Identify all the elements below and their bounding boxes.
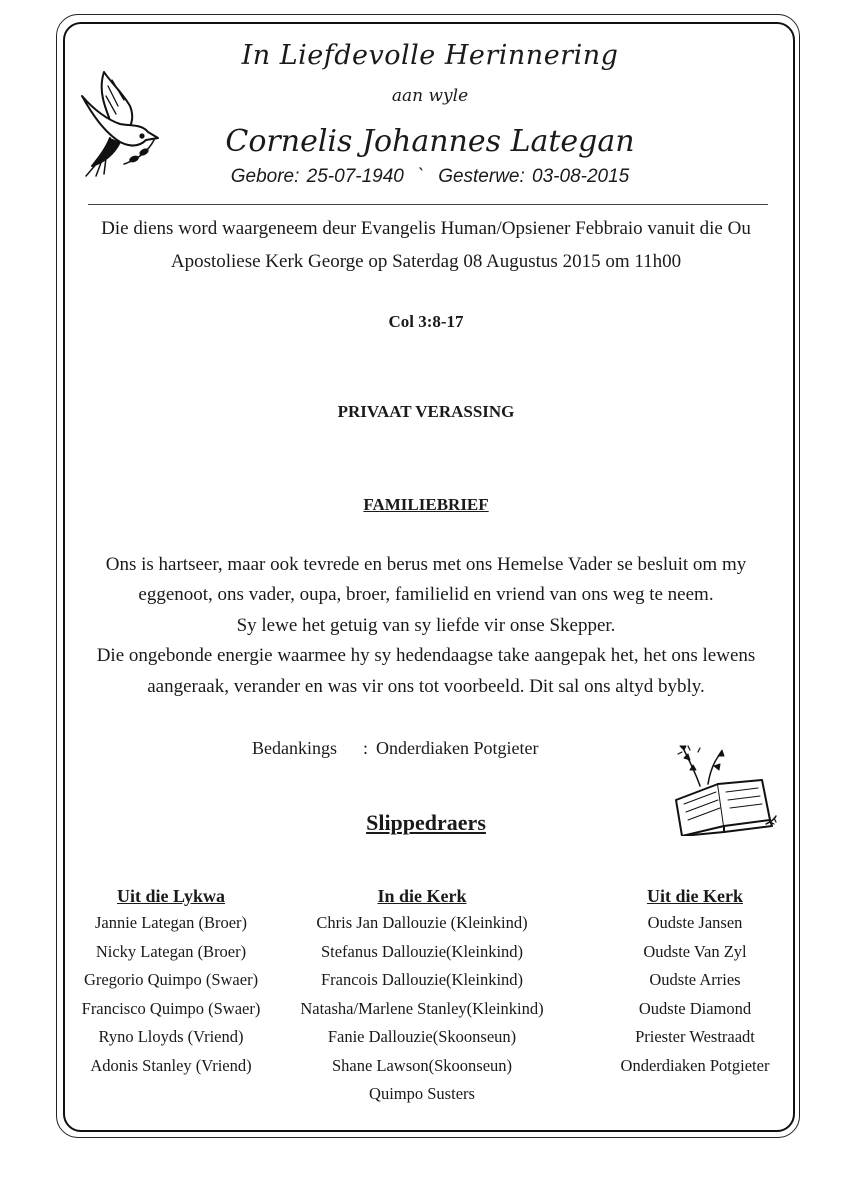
list-item: Oudste Arries — [649, 970, 741, 989]
pallbearer-column-out-of-church — [600, 886, 790, 1080]
birth-date: Gebore: 25-07-1940 — [230, 166, 404, 187]
list-item: Priester Westraadt — [635, 1027, 755, 1046]
column-heading: Uit die Lykwa — [116, 886, 226, 906]
letter-line: Die ongebonde energie waarmee hy sy hedendaagse take aangepak het, het ons lewens — [96, 645, 756, 667]
pallbearer-column-in-church — [282, 886, 562, 1109]
list-item: Quimpo Susters — [369, 1084, 475, 1103]
pallbearers-heading: Slippedraers — [366, 810, 486, 835]
list-item: Nicky Lategan (Broer) — [95, 941, 247, 961]
list-item: Chris Jan Dallouzie (Kleinkind) — [316, 913, 528, 932]
list-item: Shane Lawson(Skoonseun) — [331, 1055, 513, 1075]
date-separator: ` — [417, 166, 425, 187]
family-letter-heading: FAMILIEBRIEF — [363, 495, 489, 514]
list-item: Ryno Lloyds (Vriend) — [98, 1027, 244, 1046]
service-details — [70, 212, 782, 278]
acknowledgements — [252, 738, 538, 759]
thanks-label: Bedankings — [252, 738, 337, 758]
memorial-title: In Liefdevolle Herinnering — [241, 40, 619, 71]
thanks-value: Onderdiaken Potgieter — [376, 738, 539, 758]
list-item: Gregorio Quimpo (Swaer) — [83, 970, 259, 989]
service-line: Die diens word waargeneem deur Evangelis Human/Opsiener Febbraio vanuit die Ou — [101, 218, 751, 239]
list-item: Oudste Diamond — [638, 998, 752, 1018]
letter-line: Ons is hartseer, maar ook tevrede en berus met ons Hemelse Vader se besluit om my — [105, 554, 747, 575]
list-item: Francisco Quimpo (Swaer) — [81, 998, 261, 1018]
service-line: Apostoliese Kerk George op Saterdag 08 Augustus 2015 om 11h00 — [170, 251, 682, 272]
list-item: Adonis Stanley (Vriend) — [90, 1055, 252, 1075]
list-item: Fanie Dallouzie(Skoonseun) — [327, 1027, 517, 1046]
list-item: Oudste Jansen — [647, 913, 743, 932]
letter-line: Sy lewe het getuig van sy liefde vir onse Skepper. — [236, 614, 616, 636]
death-date: Gesterwe: 03-08-2015 — [438, 166, 630, 187]
list-item: Onderdiaken Potgieter — [620, 1055, 770, 1075]
header-divider — [88, 204, 768, 205]
pallbearer-column-hearse — [66, 886, 276, 1080]
list-item: Jannie Lategan (Broer) — [94, 913, 248, 932]
scripture-reference: Col 3:8-17 — [388, 312, 464, 331]
letter-line: aangeraak, verander en was vir ons tot voorbeeld. Dit sal ons altyd bybly. — [147, 675, 705, 697]
letter-line: eggenoot, ons vader, oupa, broer, familielid en vriend van ons weg te neem. — [138, 584, 714, 606]
memorial-subtitle: aan wyle — [391, 86, 469, 106]
cremation-notice: PRIVAAT VERASSING — [337, 402, 515, 421]
list-item: Stefanus Dallouzie(Kleinkind) — [320, 941, 524, 961]
life-dates — [150, 166, 710, 188]
column-heading: Uit die Kerk — [647, 886, 743, 906]
family-letter-body — [70, 550, 782, 702]
dove-icon — [74, 66, 166, 178]
list-item: Francois Dallouzie(Kleinkind) — [320, 970, 524, 989]
list-item: Oudste Van Zyl — [643, 941, 747, 961]
deceased-name: Cornelis Johannes Lategan — [225, 124, 635, 159]
thanks-separator: : — [363, 738, 369, 758]
list-item: Natasha/Marlene Stanley(Kleinkind) — [300, 998, 544, 1018]
column-heading: In die Kerk — [377, 886, 467, 906]
